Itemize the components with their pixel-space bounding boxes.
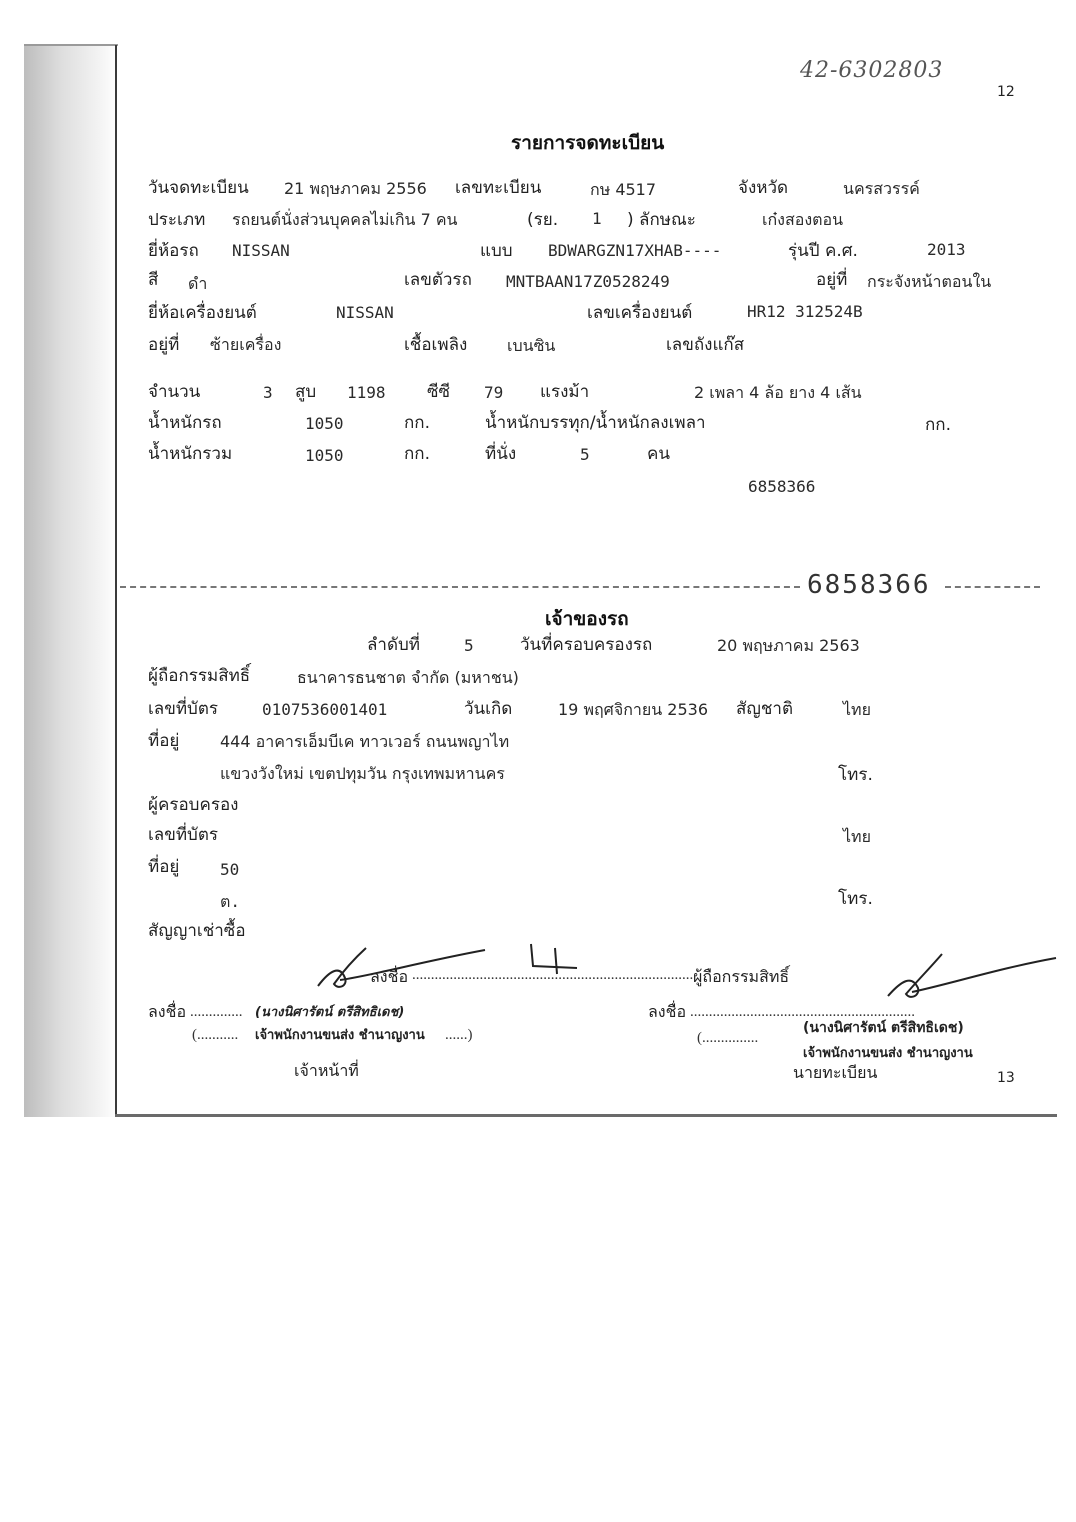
officer-position-bracket-end: ......) (445, 1027, 473, 1043)
officer-sign-label: ลงชื่อ (148, 1002, 187, 1021)
plate-value: กษ 4517 (590, 180, 657, 199)
serial-number-stamp: 6858366 (803, 570, 935, 600)
officer-position: เจ้าพนักงานขนส่ง ชำนาญงาน (255, 1028, 425, 1043)
scan-edge-left (115, 45, 117, 1117)
reg-date-label: วันจดทะเบียน (148, 178, 249, 198)
horsepower-label: แรงม้า (540, 382, 590, 402)
cylinder-unit: สูบ (295, 382, 317, 402)
scan-shadow (24, 45, 118, 1117)
province-label: จังหวัด (738, 178, 789, 198)
section-divider (120, 586, 800, 588)
fuel-value: เบนซิน (507, 336, 556, 355)
birth-date-label: วันเกิด (464, 699, 513, 719)
nationality-label: สัญชาติ (736, 699, 793, 719)
char-value: เก๋งสองตอน (762, 210, 844, 229)
horsepower-value: 79 (484, 383, 504, 402)
brand-label: ยี่ห้อรถ (148, 241, 199, 261)
possessor-nationality-value: ไทย (843, 827, 871, 846)
address-line-1: 444 อาคารเอ็มบีเค ทาวเวอร์ ถนนพญาไท (220, 732, 510, 751)
signature-right-mark (880, 950, 1060, 1010)
model-value: BDWARGZN17XHAB---- (548, 241, 722, 260)
chassis-location-label: อยู่ที่ (816, 270, 848, 290)
color-label: สี (148, 270, 159, 290)
possessor-label: ผู้ครอบครอง (148, 795, 239, 815)
gross-weight-value: 1050 (305, 446, 344, 465)
chassis-value: MNTBAAN17Z0528249 (506, 272, 670, 291)
load-unit: กก. (925, 415, 951, 435)
owner-section-title: เจ้าของรถ (545, 608, 629, 630)
type-label: ประเภท (148, 210, 206, 230)
brand-value: NISSAN (232, 241, 290, 260)
lease-contract-label: สัญญาเช่าซื้อ (148, 921, 246, 941)
scan-edge-bottom (115, 1114, 1057, 1117)
possessor-address-value: 50 (220, 860, 240, 879)
scan-edge-top (24, 44, 118, 46)
id-card-value: 0107536001401 (262, 700, 388, 719)
engine-number-value: HR12 312524B (747, 302, 863, 321)
load-label: น้ำหนักบรรทุก/น้ำหนักลงเพลา (485, 413, 706, 433)
year-label: รุ่นปี ค.ศ. (788, 241, 858, 261)
registrar-name: (นางนิศารัตน์ ตรีสิทธิเดช) (803, 1020, 964, 1036)
serial-number-small: 6858366 (748, 477, 816, 496)
weight-value: 1050 (305, 414, 344, 433)
officer-sign-dots: .............. (190, 1004, 243, 1020)
page-number-top: 12 (997, 84, 1015, 100)
section-divider-right (945, 586, 1040, 588)
possessor-address-label: ที่อยู่ (148, 857, 180, 877)
cc-value: 1198 (347, 383, 386, 402)
possessor-address-line-2: ต. (220, 892, 241, 911)
province-value: นครสวรรค์ (843, 179, 920, 198)
birth-date-value: 19 พฤศจิกายน 2536 (558, 700, 708, 719)
seats-unit: คน (647, 444, 670, 464)
cylinder-label: จำนวน (148, 382, 201, 402)
nationality-value: ไทย (843, 700, 871, 719)
gross-weight-unit: กก. (404, 444, 430, 464)
holder-value: ธนาคารธนชาต จำกัด (มหาชน) (297, 668, 519, 687)
possessor-id-label: เลขที่บัตร (148, 825, 219, 845)
engine-location-label: อยู่ที่ (148, 335, 180, 355)
address-label: ที่อยู่ (148, 731, 180, 751)
possessor-phone-label: โทร. (838, 889, 873, 909)
registrar-caption: นายทะเบียน (793, 1063, 878, 1082)
possession-date-label: วันที่ครอบครองรถ (520, 635, 653, 655)
registrar-position-bracket: (............... (697, 1030, 759, 1046)
handwritten-reference: 42-6302803 (800, 58, 944, 83)
phone-label: โทร. (838, 765, 873, 785)
color-value: ดำ (188, 274, 208, 293)
cylinder-value: 3 (263, 383, 273, 402)
type-value: รถยนต์นั่งส่วนบุคคลไม่เกิน 7 คน (232, 210, 458, 229)
chassis-location-value: กระจังหน้าตอนใน (867, 272, 992, 291)
officer-position-bracket: (........... (192, 1027, 239, 1043)
document-title: รายการจดทะเบียน (511, 132, 665, 154)
possession-date-value: 20 พฤษภาคม 2563 (717, 636, 860, 655)
weight-label: น้ำหนักรถ (148, 413, 222, 433)
ry-value: 1 (592, 209, 602, 228)
holder-sign-dots: ........................................................................... (412, 967, 694, 983)
char-label: ) ลักษณะ (627, 210, 696, 230)
engine-brand-value: NISSAN (336, 303, 394, 322)
registrar-sign-label: ลงชื่อ (648, 1002, 687, 1021)
engine-location-value: ซ้ายเครื่อง (210, 335, 282, 354)
fuel-label: เชื้อเพลิง (404, 335, 468, 355)
handwritten-mark (525, 940, 585, 980)
ry-label: (รย. (527, 210, 559, 230)
registrar-sign-dots: ............................................................ (690, 1004, 915, 1020)
year-value: 2013 (927, 240, 966, 259)
seats-value: 5 (580, 445, 590, 464)
gross-weight-label: น้ำหนักรวม (148, 444, 233, 464)
seats-label: ที่นั่ง (485, 444, 517, 464)
officer-caption: เจ้าหน้าที่ (294, 1061, 359, 1080)
engine-number-label: เลขเครื่องยนต์ (587, 303, 693, 323)
engine-brand-label: ยี่ห้อเครื่องยนต์ (148, 303, 257, 323)
gas-tank-label: เลขถังแก๊ส (666, 335, 745, 355)
holder-label: ผู้ถือกรรมสิทธิ์ (148, 666, 251, 686)
holder-sign-label: ลงชื่อ (370, 967, 409, 986)
cc-label: ซีซี (427, 382, 451, 402)
axle-text: 2 เพลา 4 ล้อ ยาง 4 เส้น (694, 383, 862, 402)
id-card-label: เลขที่บัตร (148, 699, 219, 719)
plate-label: เลขทะเบียน (455, 178, 542, 198)
officer-name: (นางนิศารัตน์ ตรีสิทธิเดช) (255, 1005, 405, 1020)
registrar-position: เจ้าพนักงานขนส่ง ชำนาญงาน (803, 1046, 973, 1061)
address-line-2: แขวงวังใหม่ เขตปทุมวัน กรุงเทพมหานคร (220, 764, 505, 783)
sequence-value: 5 (464, 636, 474, 655)
reg-date-value: 21 พฤษภาคม 2556 (284, 179, 427, 198)
page-number-bottom: 13 (997, 1070, 1015, 1086)
sequence-label: ลำดับที่ (367, 635, 421, 655)
model-label: แบบ (480, 241, 513, 261)
chassis-label: เลขตัวรถ (404, 270, 472, 290)
holder-sign-caption: ผู้ถือกรรมสิทธิ์ (693, 967, 790, 986)
weight-unit: กก. (404, 413, 430, 433)
signature-left-mark (300, 940, 500, 1000)
